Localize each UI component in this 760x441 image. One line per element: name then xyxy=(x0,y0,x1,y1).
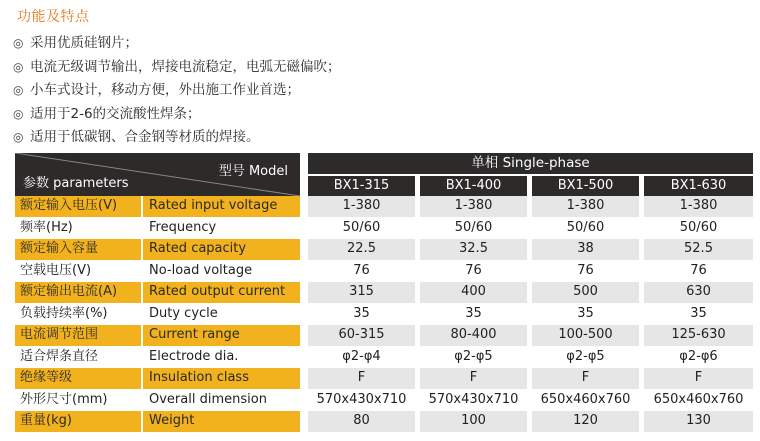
param-name-cn: 额定输入电压(V) xyxy=(15,196,141,217)
feature-text: 小车式设计，移动方便，外出施工作业首选； xyxy=(30,82,300,99)
feature-item xyxy=(13,79,341,103)
feature-text: 采用优质硅钢片； xyxy=(30,35,138,51)
value-cell: 35 xyxy=(420,304,527,325)
feature-list xyxy=(13,32,341,150)
param-name-en: Rated output current xyxy=(143,282,300,303)
table-row xyxy=(15,282,753,304)
value-cell: 35 xyxy=(532,304,639,325)
feature-item xyxy=(13,56,341,80)
value-cell: 76 xyxy=(644,261,753,282)
value-cell: 650x460x760 xyxy=(644,390,753,411)
model-header-cell: BX1-500 xyxy=(532,176,639,196)
table-row xyxy=(15,411,753,433)
spec-table xyxy=(15,153,753,433)
feature-text: 电流无级调节输出，焊接电流稳定，电弧无磁偏吹； xyxy=(30,58,341,75)
param-name-cn: 额定输出电流(A) xyxy=(15,282,141,303)
bullet-icon: ◎ xyxy=(13,36,24,50)
param-header-label: 参数 parameters xyxy=(23,176,129,191)
feature-item xyxy=(13,126,341,150)
param-name-en: No-load voltage xyxy=(149,262,253,278)
param-name-cn: 电流调节范围 xyxy=(15,325,141,346)
param-name-cn: 适合焊条直径 xyxy=(20,348,99,364)
value-cell: 570x430x710 xyxy=(308,390,415,411)
table-body xyxy=(15,196,753,433)
feature-text: 适用于低碳钢、合金钢等材质的焊接。 xyxy=(30,129,260,146)
value-cell: 650x460x760 xyxy=(532,390,639,411)
bullet-icon: ◎ xyxy=(13,130,24,145)
value-cell: 80-400 xyxy=(420,325,527,346)
value-cell: 630 xyxy=(644,282,753,303)
value-cell: 1-380 xyxy=(644,196,753,217)
value-cell: 120 xyxy=(532,411,639,432)
bullet-icon: ◎ xyxy=(13,106,24,121)
param-name-cn: 外形尺寸(mm) xyxy=(20,391,108,407)
value-cell: 80 xyxy=(308,411,415,432)
param-name-en: Current range xyxy=(143,325,300,346)
table-row xyxy=(15,390,753,412)
value-cell: 32.5 xyxy=(420,239,527,260)
value-cell: 22.5 xyxy=(308,239,415,260)
section-heading: 功能及特点 xyxy=(17,9,90,25)
value-cell: 125-630 xyxy=(644,325,753,346)
table-row xyxy=(15,261,753,283)
header-corner-cell xyxy=(15,153,300,196)
table-row xyxy=(15,325,753,347)
value-cell: φ2-φ5 xyxy=(532,347,639,368)
value-cell: 50/60 xyxy=(420,218,527,239)
value-cell: 60-315 xyxy=(308,325,415,346)
table-row xyxy=(15,368,753,390)
model-header-cell: BX1-315 xyxy=(308,176,415,196)
bullet-icon: ◎ xyxy=(13,59,24,74)
table-row xyxy=(15,347,753,369)
value-cell: 50/60 xyxy=(308,218,415,239)
value-cell: F xyxy=(644,368,753,389)
value-cell: 570x430x710 xyxy=(420,390,527,411)
param-name-cn: 绝缘等级 xyxy=(15,368,141,389)
param-name-cn: 额定输入容量 xyxy=(15,239,141,260)
value-cell: 315 xyxy=(308,282,415,303)
value-cell: F xyxy=(308,368,415,389)
value-cell: 50/60 xyxy=(644,218,753,239)
feature-text: 适用于2-6的交流酸性焊条； xyxy=(30,105,201,122)
param-name-cn: 频率(Hz) xyxy=(20,219,73,235)
value-cell: 52.5 xyxy=(644,239,753,260)
model-header-cell: BX1-630 xyxy=(644,176,753,196)
value-cell: 100-500 xyxy=(532,325,639,346)
value-cell: 100 xyxy=(420,411,527,432)
value-cell: 400 xyxy=(420,282,527,303)
value-cell: 1-380 xyxy=(532,196,639,217)
table-row xyxy=(15,218,753,240)
param-name-en: Duty cycle xyxy=(149,305,218,321)
value-cell: 1-380 xyxy=(420,196,527,217)
value-cell: 35 xyxy=(308,304,415,325)
value-cell: 76 xyxy=(420,261,527,282)
table-header xyxy=(15,153,753,196)
param-name-en: Rated input voltage xyxy=(143,196,300,217)
param-name-en: Rated capacity xyxy=(143,239,300,260)
value-cell: 35 xyxy=(644,304,753,325)
value-cell: 76 xyxy=(532,261,639,282)
phase-header: 单相 Single-phase xyxy=(308,153,753,174)
param-name-cn: 空载电压(V) xyxy=(20,262,92,278)
value-cell: φ2-φ5 xyxy=(420,347,527,368)
table-row xyxy=(15,196,753,218)
model-header-cell: BX1-400 xyxy=(420,176,527,196)
value-cell: 76 xyxy=(308,261,415,282)
value-cell: φ2-φ6 xyxy=(644,347,753,368)
param-name-en: Overall dimension xyxy=(149,391,267,407)
param-name-cn: 负载持续率(%) xyxy=(20,305,108,321)
value-cell: 1-380 xyxy=(308,196,415,217)
feature-item xyxy=(13,32,341,56)
table-row xyxy=(15,239,753,261)
value-cell: 500 xyxy=(532,282,639,303)
param-name-en: Frequency xyxy=(149,219,217,235)
value-cell: 38 xyxy=(532,239,639,260)
table-row xyxy=(15,304,753,326)
feature-item xyxy=(13,103,341,127)
param-name-en: Insulation class xyxy=(143,368,300,389)
value-cell: F xyxy=(420,368,527,389)
bullet-icon: ◎ xyxy=(13,83,24,98)
param-name-en: Electrode dia. xyxy=(149,348,239,364)
value-cell: φ2-φ4 xyxy=(308,347,415,368)
param-name-en: Weight xyxy=(143,411,300,432)
model-header-label: 型号 Model xyxy=(218,164,288,179)
value-cell: F xyxy=(532,368,639,389)
param-name-cn: 重量(kg) xyxy=(15,411,141,432)
value-cell: 130 xyxy=(644,411,753,432)
value-cell: 50/60 xyxy=(532,218,639,239)
